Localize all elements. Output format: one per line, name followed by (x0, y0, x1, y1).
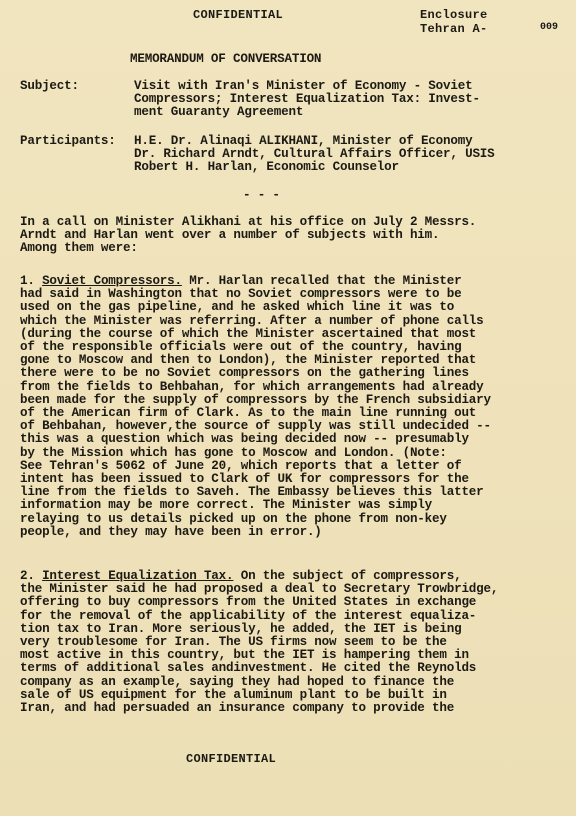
classification-top: CONFIDENTIAL (193, 8, 284, 22)
section1-line: people, and they may have been in error.) (20, 524, 322, 539)
section1-number: 1. (20, 274, 35, 288)
enclosure-label: Enclosure (420, 8, 488, 22)
section2-line: terms of additional sales andinvestment. He cited the Reynolds (20, 661, 477, 676)
section2-heading: Interest Equalization Tax. (42, 569, 234, 583)
intro-line: Arndt and Harlan went over a number of subjects with him. (20, 228, 440, 243)
separator: - - - (243, 188, 280, 202)
section1-line: been made for the supply of compressors by the French subsidiary (20, 392, 491, 407)
subject-line: Visit with Iran's Minister of Economy - Soviet (134, 79, 473, 93)
section2-line: sale of US equipment for the aluminum plant to be built in (20, 687, 447, 702)
section2-line: Iran, and had persuaded an insurance company to provide the (20, 701, 455, 716)
subject-line: ment Guaranty Agreement (134, 105, 304, 120)
section2-line: company as an example, saying they had hoped to finance the (20, 674, 455, 689)
section2-line: tion tax to Iran. More seriously, he added, the IET is being (20, 621, 462, 636)
subject-label: Subject: (20, 79, 79, 93)
section1-line: line from the fields to Saveh. The Embassy believes this latter (20, 485, 484, 500)
section-interest-equalization-tax (20, 570, 560, 715)
participant-line: Robert H. Harlan, Economic Counselor (134, 160, 399, 175)
classification-bottom: CONFIDENTIAL (186, 752, 277, 766)
section1-line: intent has been issued to Clark of UK for compressors for the (20, 472, 469, 487)
section2-line: for the removal of the applicability of the interest equaliza- (20, 608, 477, 623)
section2-first-line-rest: On the subject of compressors, (233, 569, 462, 583)
section1-line: had said in Washington that no Soviet compressors were to be (20, 287, 462, 302)
section1-line: information may be more correct. The Minister was simply (20, 498, 433, 513)
section1-line: of Behbahan, however,the source of supply was still undecided -- (20, 419, 491, 434)
section1-heading: Soviet Compressors. (42, 274, 182, 288)
section2-number: 2. (20, 569, 35, 583)
section-soviet-compressors (20, 275, 560, 539)
section2-line: offering to buy compressors from the United States in exchange (20, 595, 477, 610)
section1-first-line-rest: Mr. Harlan recalled that the Minister (181, 274, 462, 288)
section1-line: of the responsible officials were out of the country, having (20, 340, 462, 355)
section1-line: from the fields to Behbahan, for which arrangements had already (20, 379, 484, 394)
page-number: 009 (540, 22, 559, 33)
section2-line: most active in this country, but the IET is hampering them in (20, 648, 469, 663)
intro-line: In a call on Minister Alikhani at his office on July 2 Messrs. (20, 215, 477, 229)
section1-line: gone to Moscow and then to London), the Minister reported that (20, 353, 477, 368)
subject-text (134, 80, 480, 120)
subject-line: Compressors; Interest Equalization Tax: Invest- (134, 92, 480, 107)
section1-line: (during the course of which the Minister ascertained that most (20, 326, 477, 341)
section1-line: of the American firm of Clark. As to the main line running out (20, 406, 477, 421)
section1-line: there were to be no Soviet compressors on the gathering lines (20, 366, 469, 381)
participant-line: H.E. Dr. Alinaqi ALIKHANI, Minister of Economy (134, 134, 473, 148)
intro-paragraph (20, 216, 560, 256)
intro-line: Among them were: (20, 241, 138, 256)
section2-line: the Minister said he had proposed a deal to Secretary Trowbridge, (20, 582, 499, 597)
section1-line: which the Minister was referring. After a number of phone calls (20, 313, 484, 328)
participant-line: Dr. Richard Arndt, Cultural Affairs Officer, USIS (134, 147, 495, 162)
section1-line: by the Mission which has gone to Moscow and London. (Note: (20, 445, 447, 460)
section1-line: relaying to us details picked up on the phone from non-key (20, 511, 447, 526)
tehran-reference: Tehran A- (420, 22, 488, 36)
memo-title: MEMORANDUM OF CONVERSATION (130, 52, 322, 66)
section2-line: very troublesome for Iran. The US firms now seem to be the (20, 635, 447, 650)
participants-list (134, 135, 495, 175)
section1-line: used on the gas pipeline, and he asked which line it was to (20, 300, 455, 315)
section1-line: this was a question which was being decided now -- presumably (20, 432, 469, 447)
participants-label: Participants: (20, 134, 116, 148)
section1-line: See Tehran's 5062 of June 20, which reports that a letter of (20, 458, 462, 473)
